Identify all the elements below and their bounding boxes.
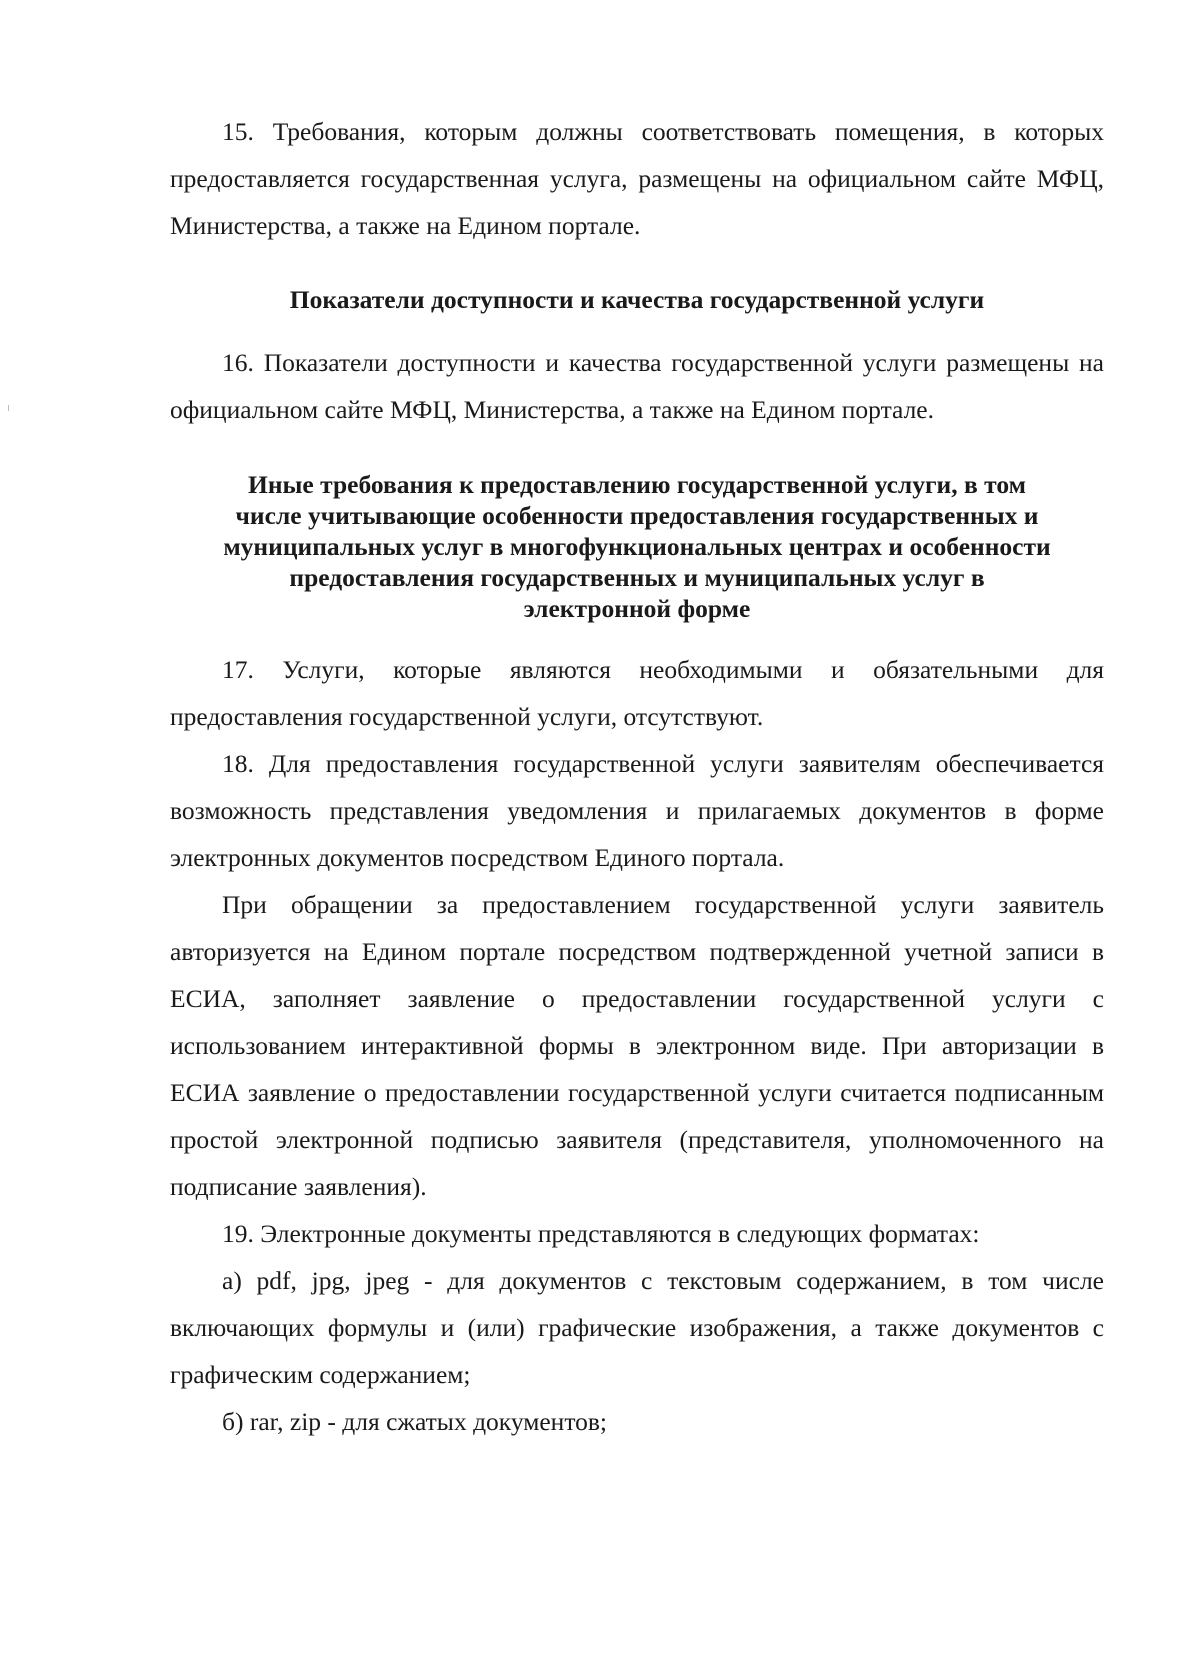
paragraph-15: 15. Требования, которым должны соответствовать помещения, в которых предоставляется государственная услуга, размещены на официальном сайте МФЦ, Министерства, а также на Едином портале. — [170, 117, 1104, 240]
heading-line: предоставления государственных и муниципальных услуг в — [289, 563, 985, 592]
paragraph-18-continued: При обращении за предоставлением государственной услуги заявитель авторизуется на Едином портале посредством подтвержденной учетной записи в ЕСИА, заполняет заявление о предоставлении государственной услуги с использованием интерактивной формы в электронном виде. При авторизации в ЕСИА заявление о предоставлении государственной услуги считается подписанным простой электронной подписью заявителя (представителя, уполномоченного на подписание заявления). — [170, 890, 1104, 1201]
paragraph-17: 17. Услуги, которые являются необходимыми и обязательными для предоставления государственной услуги, отсутствуют. — [170, 655, 1104, 731]
heading-line: числе учитывающие особенности предоставления государственных и — [235, 501, 1039, 530]
paragraph-19: 19. Электронные документы представляются в следующих форматах: — [222, 1219, 980, 1248]
heading-indicators-text: Показатели доступности и качества государственной услуги — [289, 285, 985, 314]
paragraph-19-b: б) rar, zip - для сжатых документов; — [222, 1407, 608, 1436]
heading-other-requirements — [170, 469, 1104, 624]
heading-indicators — [170, 284, 1104, 315]
document-page — [170, 108, 1104, 1445]
heading-line: Иные требования к предоставлению государственной услуги, в том — [248, 470, 1026, 499]
heading-line: муниципальных услуг в многофункциональных центрах и особенности — [223, 532, 1051, 561]
paragraph-19-a: а) pdf, jpg, jpeg - для документов с текстовым содержанием, в том числе включающих формулы и (или) графические изображения, а также документов с графическим содержанием; — [170, 1266, 1104, 1389]
heading-line: электронной форме — [523, 594, 751, 623]
scan-speck — [8, 405, 9, 411]
paragraph-16: 16. Показатели доступности и качества государственной услуги размещены на официальном сайте МФЦ, Министерства, а также на Едином портале. — [170, 348, 1104, 424]
paragraph-18: 18. Для предоставления государственной услуги заявителям обеспечивается возможность представления уведомления и прилагаемых документов в форме электронных документов посредством Единого портала. — [170, 749, 1104, 872]
